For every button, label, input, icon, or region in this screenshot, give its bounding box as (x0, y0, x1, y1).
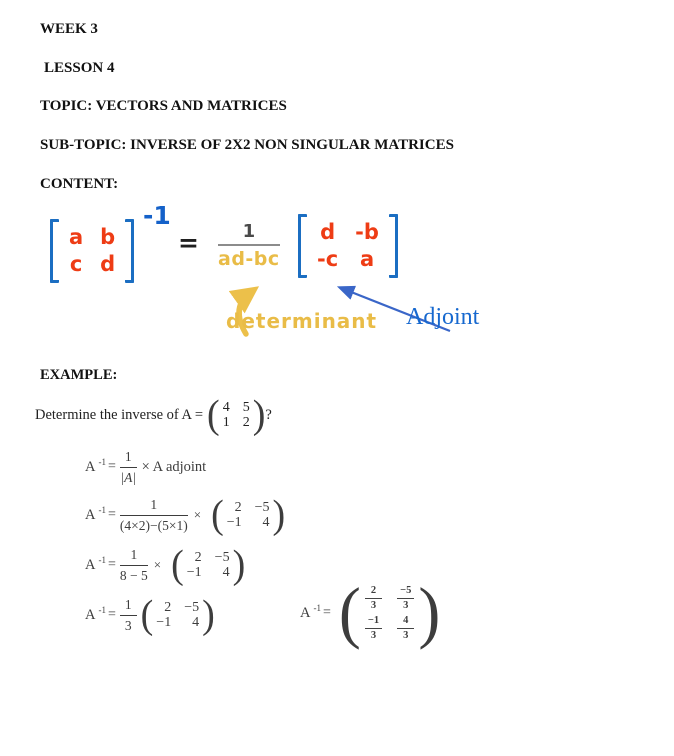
fraction-denominator: ad-bc (218, 248, 280, 270)
adjoint-matrix (171, 542, 246, 587)
problem-statement (35, 392, 272, 438)
lhs-exponent: -1 (98, 457, 106, 468)
matrix-cell-fraction: $\frac{2}{3}$ (365, 585, 382, 611)
problem-text: Determine the inverse of A = (35, 406, 204, 423)
equals-sign: = (107, 557, 116, 573)
matrix-cell: 4 (222, 399, 230, 415)
problem-matrix (207, 392, 266, 438)
multiplication-sign: × (153, 557, 162, 573)
equals-sign: = (178, 228, 199, 257)
step-tail-text: × A adjoint (141, 458, 207, 475)
content-heading: CONTENT: (40, 176, 119, 192)
matrix-cell: c (69, 252, 83, 276)
matrix-cell: 4 (262, 515, 270, 531)
equals-sign: = (107, 607, 116, 623)
matrix-cell: a (69, 225, 84, 249)
matrix-cell: 4 (222, 565, 230, 581)
result-matrix (338, 574, 441, 651)
lhs-exponent: -1 (313, 603, 321, 614)
lhs-symbol: A (85, 506, 96, 523)
matrix-cell: 2 (234, 499, 242, 515)
matrix-cell: −1 (226, 515, 242, 531)
right-paren: ) (202, 592, 215, 637)
right-paren: ) (418, 574, 441, 651)
fraction-numerator: 1 (120, 597, 137, 616)
matrix-cell: −5 (214, 549, 230, 565)
matrix-cell: b (100, 225, 116, 249)
question-mark: ? (265, 406, 272, 423)
fraction-numerator: 1 (120, 449, 137, 468)
left-square-bracket-icon (298, 214, 307, 278)
topic-heading: TOPIC: VECTORS AND MATRICES (40, 98, 287, 114)
matrix-cell: d (100, 252, 116, 276)
fraction-numerator: 1 (218, 221, 280, 246)
fraction (120, 449, 137, 485)
example-heading: EXAMPLE: (40, 367, 118, 383)
matrix-cell: 2 (164, 599, 172, 615)
step-1 (85, 449, 206, 485)
matrix-cell: 2 (194, 549, 202, 565)
matrix-cell-fraction: $\frac{-5}{3}$ (397, 585, 414, 611)
matrix-cell: −1 (186, 565, 202, 581)
step-2 (85, 492, 286, 537)
right-square-bracket-icon (389, 214, 398, 278)
lhs-symbol: A (300, 604, 311, 621)
inverse-exponent: -1 (143, 201, 171, 230)
matrix-cell: 4 (192, 615, 200, 631)
matrix-cell: −5 (254, 499, 270, 515)
matrix-cell: 1 (222, 415, 230, 431)
left-paren: ( (211, 492, 224, 537)
fraction-denominator: |A| (120, 469, 137, 485)
step-4 (85, 592, 215, 637)
matrix-cell-fraction: $\frac{-1}{3}$ (365, 615, 382, 641)
lhs-symbol: A (85, 458, 96, 475)
multiplication-sign: × (193, 507, 202, 523)
fraction-denominator: (4×2)−(5×1) (119, 517, 188, 533)
adjoint-matrix (211, 492, 286, 537)
adjoint-label: Adjoint (406, 304, 480, 330)
right-paren: ) (252, 392, 266, 438)
matrix-cell: -b (355, 220, 379, 244)
fraction-numerator: 1 (120, 547, 148, 566)
lhs-symbol: A (85, 556, 96, 573)
equals-sign: = (107, 507, 116, 523)
left-paren: ( (140, 592, 154, 637)
left-paren: ( (171, 542, 184, 587)
matrix-cell: d (320, 220, 336, 244)
equals-sign: = (322, 605, 331, 621)
subtopic-heading: SUB-TOPIC: INVERSE OF 2X2 NON SINGULAR MATRICES (40, 137, 454, 153)
adjoint-matrix-cells (307, 214, 389, 278)
fraction (120, 547, 148, 583)
matrix-a (50, 219, 134, 283)
equals-sign: = (107, 459, 116, 475)
week-heading: WEEK 3 (40, 21, 98, 37)
matrix-cell-fraction: $\frac{4}{3}$ (397, 615, 414, 641)
right-paren: ) (272, 492, 286, 537)
adjoint-matrix (140, 592, 215, 637)
matrix-cell: 2 (242, 415, 250, 431)
matrix-cell: -c (317, 247, 339, 271)
left-paren: ( (338, 574, 361, 651)
lhs-exponent: -1 (98, 605, 106, 616)
matrix-cell: −1 (156, 615, 172, 631)
fraction-numerator: 1 (120, 497, 188, 516)
lhs-symbol: A (85, 606, 96, 623)
left-square-bracket-icon (50, 219, 59, 283)
lhs-exponent: -1 (98, 505, 106, 516)
fraction (120, 497, 188, 533)
matrix-cell: −5 (184, 599, 200, 615)
lhs-exponent: -1 (98, 555, 106, 566)
matrix-cell: a (359, 247, 375, 271)
result-equation (300, 574, 441, 651)
step-3 (85, 542, 246, 587)
fraction-denominator: 8 − 5 (119, 567, 148, 583)
right-square-bracket-icon (125, 219, 134, 283)
matrix-a-cells (59, 219, 125, 283)
lesson-heading: LESSON 4 (44, 60, 115, 76)
right-paren: ) (232, 542, 246, 587)
inverse-formula-graphic (40, 201, 520, 356)
determinant-fraction (218, 221, 280, 270)
fraction-denominator: 3 (124, 617, 132, 633)
left-paren: ( (207, 392, 220, 438)
matrix-cell: 5 (242, 399, 250, 415)
fraction (120, 597, 137, 633)
determinant-label: determinant (226, 309, 378, 333)
adjoint-matrix (298, 214, 398, 278)
